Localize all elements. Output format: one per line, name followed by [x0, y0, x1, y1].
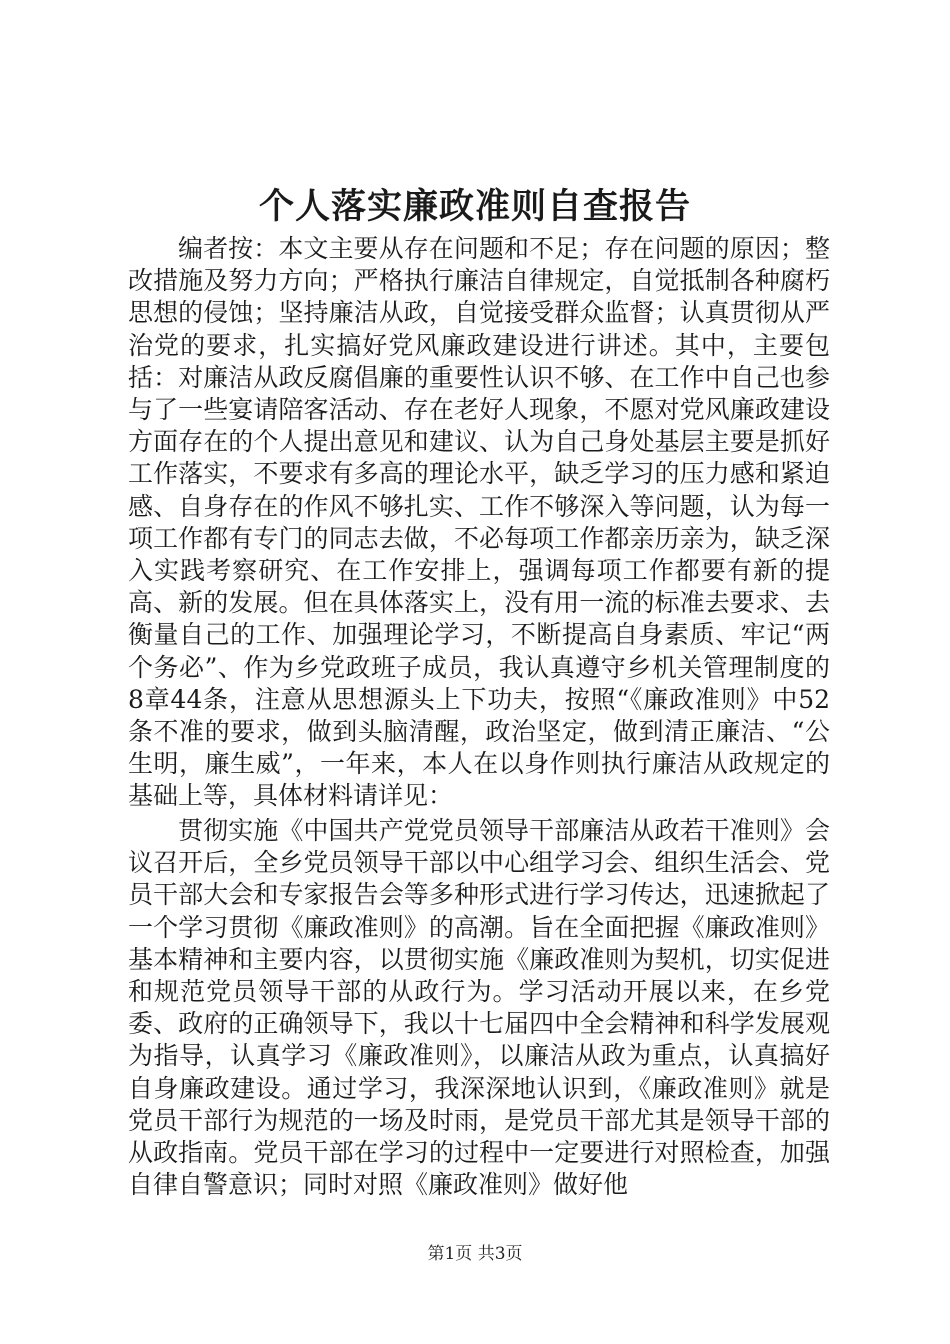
document-title: 个人落实廉政准则自查报告	[258, 186, 691, 227]
body-paragraph: 贯彻实施《中国共产党党员领导干部廉洁从政若干准则》会议召开后，全乡党员领导干部以中心组学习会、组织生活会、党员干部大会和专家报告会等多种形式进行学习传达，迅速掀起了一个学习贯彻《廉政准则》的高潮。旨在全面把握《廉政准则》基本精神和主要内容，以贯彻实施《廉政准则为契机，切实促进和规范党员领导干部的从政行为。学习活动开展以来，在乡党委、政府的正确领导下，我以十七届四中全会精神和科学发展观为指导，认真学习《廉政准则》，以廉洁从政为重点，认真搞好自身廉政建设。通过学习，我深深地认识到，《廉政准则》就是党员干部行为规范的一场及时雨，是党员干部尤其是领导干部的从政指南。党员干部在学习的过程中一定要进行对照检查，加强自律自警意识；同时对照《廉政准则》做好他	[128, 816, 830, 1200]
editor-note-paragraph: 编者按：本文主要从存在问题和不足；存在问题的原因；整改措施及努力方向；严格执行廉洁自律规定，自觉抵制各种腐朽思想的侵蚀；坚持廉洁从政，自觉接受群众监督；认真贯彻从严治党的要求，扎实搞好党风廉政建设进行讲述。其中，主要包括：对廉洁从政反腐倡廉的重要性认识不够、在工作中自己也参与了一些宴请陪客活动、存在老好人现象，不愿对党风廉政建设方面存在的个人提出意见和建议、认为自己身处基层主要是抓好工作落实，不要求有多高的理论水平，缺乏学习的压力感和紧迫感、自身存在的作风不够扎实、工作不够深入等问题，认为每一项工作都有专门的同志去做，不必每项工作都亲历亲为，缺乏深入实践考察研究、在工作安排上，强调每项工作都要有新的提高、新的发展。但在具体落实上，没有用一流的标准去要求、去衡量自己的工作、加强理论学习，不断提高自身素质、牢记“两个务必”、作为乡党政班子成员，我认真遵守乡机关管理制度的8章44条，注意从思想源头上下功夫，按照“《廉政准则》中52条不准的要求，做到头脑清醒，政治坚定，做到清正廉洁、“公生明，廉生威”，一年来，本人在以身作则执行廉洁从政规定的基础上等，具体材料请详见：	[128, 234, 830, 811]
page-number-footer: 第1页 共3页	[427, 1244, 523, 1264]
